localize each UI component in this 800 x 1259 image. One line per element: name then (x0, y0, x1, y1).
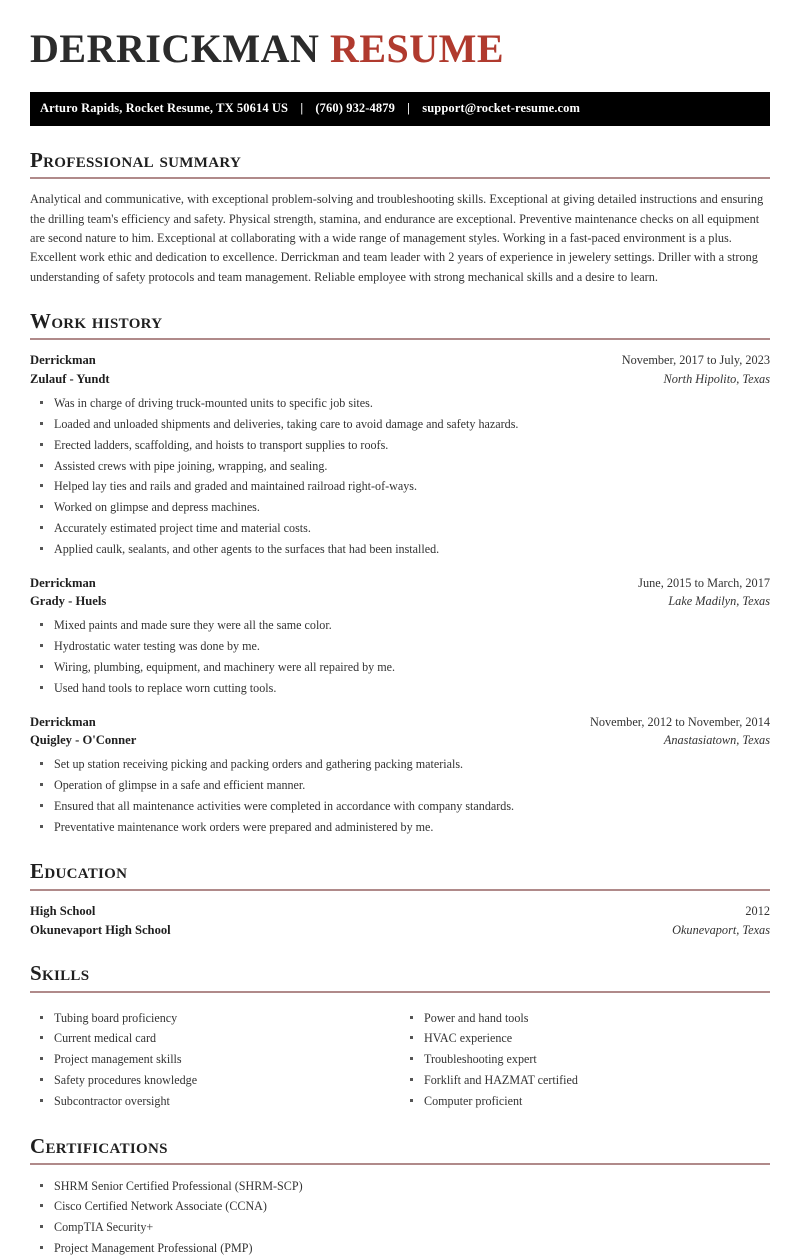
job-title: Derrickman (30, 575, 96, 590)
section-divider (30, 177, 770, 179)
job-title: Derrickman (30, 714, 96, 729)
entry-header-row (30, 902, 770, 921)
job-title: Derrickman (30, 353, 96, 368)
list-item: Current medical card (30, 1028, 400, 1049)
list-item: SHRM Senior Certified Professional (SHRM-SCP) (30, 1176, 770, 1197)
section-divider (30, 1163, 770, 1165)
list-item: Helped lay ties and rails and graded and maintained railroad right-of-ways. (30, 476, 770, 497)
entry-subheader-row (30, 370, 770, 389)
title-name: DERRICKMAN (30, 26, 320, 71)
list-item: Troubleshooting expert (400, 1049, 770, 1070)
contact-phone: (760) 932-4879 (315, 101, 395, 115)
skills-list (30, 1008, 400, 1112)
section-heading: Work history (30, 309, 163, 334)
list-item: Tubing board proficiency (30, 1008, 400, 1029)
entry-subheader-row (30, 921, 770, 940)
contact-address: Arturo Rapids, Rocket Resume, TX 50614 US (40, 101, 289, 115)
list-item: Project Management Professional (PMP) (30, 1238, 770, 1259)
list-item: Loaded and unloaded shipments and deliveries, taking care to avoid damage and safety hazards. (30, 414, 770, 435)
list-item: Cisco Certified Network Associate (CCNA) (30, 1196, 770, 1217)
company-name: Quigley - O'Conner (30, 733, 137, 748)
section-divider (30, 991, 770, 993)
company-name: Grady - Huels (30, 594, 107, 609)
list-item: Was in charge of driving truck-mounted units to specific job sites. (30, 393, 770, 414)
job-bullet-list (30, 393, 770, 559)
list-item: Erected ladders, scaffolding, and hoists to transport supplies to roofs. (30, 435, 770, 456)
list-item: Hydrostatic water testing was done by me. (30, 636, 770, 657)
list-item: Assisted crews with pipe joining, wrapping, and sealing. (30, 456, 770, 477)
list-item: Forklift and HAZMAT certified (400, 1070, 770, 1091)
entry-header-row (30, 713, 770, 732)
section-education (30, 859, 770, 939)
job-location: Anastasiatown, Texas (663, 733, 770, 748)
list-item: Power and hand tools (400, 1008, 770, 1029)
contact-separator-2: | (407, 101, 411, 115)
entry-header-row (30, 574, 770, 593)
section-heading: Professional summary (30, 148, 242, 172)
page-title (30, 0, 770, 70)
school-name: Okunevaport High School (30, 922, 171, 937)
list-item: Mixed paints and made sure they were all the same color. (30, 615, 770, 636)
education-location: Okunevaport, Texas (672, 922, 770, 937)
section-heading: Certifications (30, 1133, 168, 1158)
list-item: Set up station receiving picking and packing orders and gathering packing materials. (30, 754, 770, 775)
list-item: Subcontractor oversight (30, 1091, 400, 1112)
job-dates: November, 2012 to November, 2014 (589, 714, 770, 729)
list-item: Project management skills (30, 1049, 400, 1070)
contact-bar (30, 92, 770, 126)
title-word: RESUME (329, 26, 505, 71)
section-heading: Education (30, 859, 128, 884)
job-bullet-list (30, 615, 770, 698)
list-item: CompTIA Security+ (30, 1217, 770, 1238)
list-item: Accurately estimated project time and material costs. (30, 518, 770, 539)
list-item: HVAC experience (400, 1028, 770, 1049)
section-heading: Skills (30, 961, 90, 986)
job-location: North Hipolito, Texas (663, 372, 770, 387)
list-item: Computer proficient (400, 1091, 770, 1112)
skills-columns (30, 1004, 770, 1112)
list-item: Preventative maintenance work orders were prepared and administered by me. (30, 817, 770, 838)
skills-column-right (400, 1004, 770, 1112)
list-item: Worked on glimpse and depress machines. (30, 497, 770, 518)
work-entry (30, 713, 770, 838)
section-divider (30, 338, 770, 340)
list-item: Used hand tools to replace worn cutting tools. (30, 678, 770, 699)
entry-header-row (30, 351, 770, 370)
entry-subheader-row (30, 731, 770, 750)
education-year: 2012 (745, 903, 770, 918)
list-item: Operation of glimpse in a safe and efficient manner. (30, 775, 770, 796)
job-bullet-list (30, 754, 770, 837)
list-item: Safety procedures knowledge (30, 1070, 400, 1091)
section-certifications (30, 1134, 770, 1259)
contact-email: support@rocket-resume.com (422, 101, 581, 115)
section-skills (30, 961, 770, 1111)
work-entry (30, 351, 770, 559)
education-entry (30, 902, 770, 940)
skills-list (400, 1008, 770, 1112)
certifications-list (30, 1176, 770, 1259)
section-work-history (30, 309, 770, 837)
job-dates: November, 2017 to July, 2023 (621, 353, 770, 368)
section-divider (30, 889, 770, 891)
skills-column-left (30, 1004, 400, 1112)
entry-subheader-row (30, 592, 770, 611)
summary-text: Analytical and communicative, with exceptional problem-solving and troubleshooting skills. Exceptional at giving detailed instructions and ensuring the drilling team's efficiency and safety. Physical strength, stamina, and endurance are exceptional. Preventive maintenance checks on all equipment are second nature to him. Exceptional at collaborating with a wide range of management styles. Working in a fast-paced environment is a plus. Excellent work ethic and dedication to excellence. Derrickman and team leader with 2 years of experience in jewelery settings. Driller with a strong understanding of safety protocols and team management. Reliable employee with strong mechanical skills and a desire to learn. (30, 192, 764, 284)
job-dates: June, 2015 to March, 2017 (638, 575, 770, 590)
list-item: Applied caulk, sealants, and other agents to the surfaces that had been installed. (30, 539, 770, 560)
degree-name: High School (30, 903, 96, 918)
company-name: Zulauf - Yundt (30, 372, 110, 387)
contact-separator-1: | (300, 101, 304, 115)
work-entry (30, 574, 770, 699)
list-item: Wiring, plumbing, equipment, and machinery were all repaired by me. (30, 657, 770, 678)
job-location: Lake Madilyn, Texas (668, 594, 770, 609)
section-professional-summary (30, 148, 770, 287)
list-item: Ensured that all maintenance activities were completed in accordance with company standards. (30, 796, 770, 817)
